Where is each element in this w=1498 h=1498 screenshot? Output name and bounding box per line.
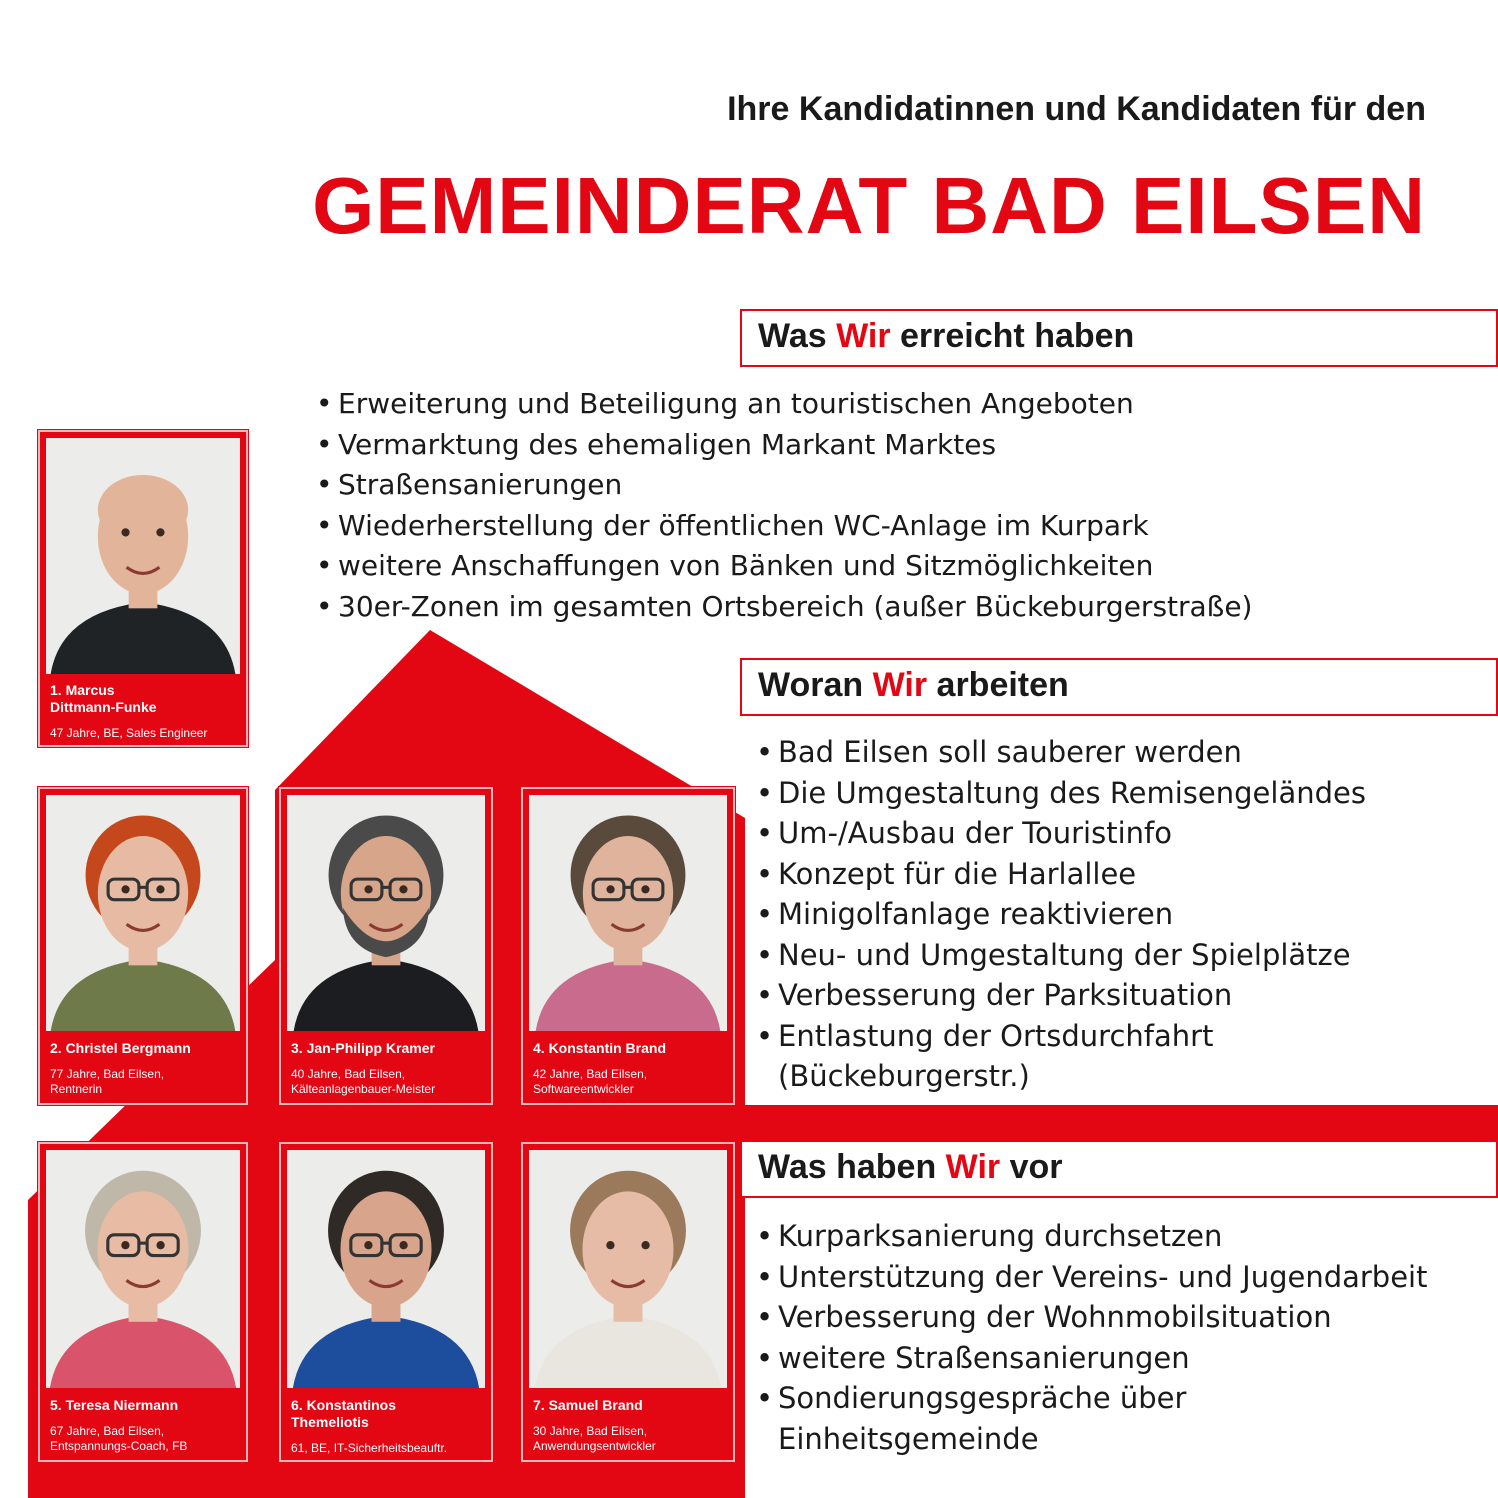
page-title: GEMEINDERAT BAD EILSEN — [312, 161, 1426, 250]
portrait-illustration — [287, 795, 485, 1031]
head-top-shape — [98, 475, 188, 545]
heading-text: vor — [1000, 1148, 1063, 1186]
eye-shape — [606, 1241, 614, 1249]
candidate-name: 6. Konstantinos Themeliotis — [291, 1397, 397, 1430]
eye-shape — [121, 1241, 129, 1249]
eye-shape — [156, 1241, 164, 1249]
candidate-card — [521, 787, 735, 1105]
list-item: • Unterstützung der Vereins- und Jugendarbeit — [756, 1257, 1427, 1298]
candidate-photo — [46, 795, 240, 1031]
heading-text: Woran — [758, 666, 873, 704]
candidate-photo — [287, 795, 485, 1031]
candidate-card — [38, 430, 248, 747]
list-item: • Wiederherstellung der öffentlichen WC-Anlage im Kurpark — [316, 506, 1252, 547]
portrait-illustration — [287, 1150, 485, 1388]
candidate-description: 40 Jahre, Bad Eilsen, Kälteanlagenbauer-Meister — [291, 1067, 436, 1096]
candidate-card — [38, 1142, 248, 1462]
heading-text: erreicht haben — [890, 317, 1135, 355]
eye-shape — [399, 1241, 407, 1249]
section-heading-plans — [740, 1140, 1498, 1198]
section-heading-working — [740, 658, 1498, 716]
portrait-illustration — [529, 1150, 727, 1388]
eye-shape — [364, 885, 372, 893]
list-item: • Die Umgestaltung des Remisengeländes — [756, 773, 1366, 814]
list-item: • Vermarktung des ehemaligen Markant Marktes — [316, 425, 1252, 466]
heading-text: arbeiten — [927, 666, 1069, 704]
list-item: • 30er-Zonen im gesamten Ortsbereich (außer Bückeburgerstraße) — [316, 587, 1252, 628]
portrait-illustration — [529, 795, 727, 1031]
face-shape — [340, 1191, 431, 1307]
red-band-shape — [130, 1105, 1498, 1140]
candidate-name: 7. Samuel Brand — [533, 1397, 643, 1413]
list-item: • Sondierungsgespräche über Einheitsgemeinde — [756, 1378, 1298, 1459]
heading-highlight: Wir — [945, 1148, 1001, 1186]
portrait-illustration — [46, 795, 240, 1031]
candidate-photo — [529, 795, 727, 1031]
candidate-description: 67 Jahre, Bad Eilsen, Entspannungs-Coach, FB — [50, 1424, 188, 1453]
candidate-name: 4. Konstantin Brand — [533, 1040, 667, 1056]
list-item: • Um-/Ausbau der Touristinfo — [756, 813, 1366, 854]
list-achieved — [316, 384, 1252, 627]
eye-shape — [156, 885, 164, 893]
candidate-description: 42 Jahre, Bad Eilsen, Softwareentwickler — [533, 1067, 648, 1096]
list-item: • weitere Straßensanierungen — [756, 1338, 1427, 1379]
face-shape — [98, 836, 188, 951]
list-item: • Erweiterung und Beteiligung an touristischen Angeboten — [316, 384, 1252, 425]
candidate-description: 30 Jahre, Bad Eilsen, Anwendungsentwickler — [533, 1424, 656, 1453]
candidate-card — [521, 1142, 735, 1462]
candidate-photo — [287, 1150, 485, 1388]
list-item: • Minigolfanlage reaktivieren — [756, 894, 1366, 935]
list-item: • Entlastung der Ortsdurchfahrt (Bückeburgerstr.) — [756, 1016, 1298, 1097]
candidate-photo — [46, 1150, 240, 1388]
heading-text: Was haben — [758, 1148, 946, 1186]
list-item: • Verbesserung der Wohnmobilsituation — [756, 1297, 1427, 1338]
candidate-name: 3. Jan-Philipp Kramer — [291, 1040, 435, 1056]
list-item: • Verbesserung der Parksituation — [756, 975, 1366, 1016]
face-shape — [582, 1191, 673, 1307]
eye-shape — [121, 885, 129, 893]
candidate-description: 47 Jahre, BE, Sales Engineer — [50, 726, 208, 740]
candidate-photo — [529, 1150, 727, 1388]
candidate-card — [38, 787, 248, 1105]
candidate-name: 2. Christel Bergmann — [50, 1040, 191, 1056]
candidate-card — [279, 787, 493, 1105]
list-item: • Neu- und Umgestaltung der Spielplätze — [756, 935, 1366, 976]
heading-highlight: Wir — [836, 317, 891, 355]
eye-shape — [364, 1241, 372, 1249]
list-item: • weitere Anschaffungen von Bänken und Sitzmöglichkeiten — [316, 546, 1252, 587]
candidate-description: 61, BE, IT-Sicherheitsbeauftr. — [291, 1441, 448, 1455]
portrait-illustration — [46, 1150, 240, 1388]
eye-shape — [641, 885, 649, 893]
eye-shape — [156, 528, 164, 536]
list-item: • Bad Eilsen soll sauberer werden — [756, 732, 1366, 773]
eye-shape — [399, 885, 407, 893]
list-item: • Straßensanierungen — [316, 465, 1252, 506]
list-plans — [756, 1216, 1427, 1459]
list-item: • Kurparksanierung durchsetzen — [756, 1216, 1427, 1257]
candidate-description: 77 Jahre, Bad Eilsen, Rentnerin — [50, 1067, 165, 1096]
eye-shape — [641, 1241, 649, 1249]
list-item: • Konzept für die Harlallee — [756, 854, 1366, 895]
candidate-name: 5. Teresa Niermann — [50, 1397, 179, 1413]
candidate-card — [279, 1142, 493, 1462]
face-shape — [97, 1191, 188, 1307]
eye-shape — [606, 885, 614, 893]
portrait-illustration — [46, 438, 240, 674]
face-shape — [583, 836, 673, 951]
subtitle: Ihre Kandidatinnen und Kandidaten für den — [727, 90, 1426, 128]
candidate-name: 1. Marcus Dittmann-Funke — [50, 682, 157, 715]
section-heading-achieved — [740, 309, 1498, 367]
eye-shape — [121, 528, 129, 536]
list-working — [756, 732, 1366, 1097]
heading-highlight: Wir — [872, 666, 928, 704]
candidate-photo — [46, 438, 240, 674]
heading-text: Was — [758, 317, 837, 355]
